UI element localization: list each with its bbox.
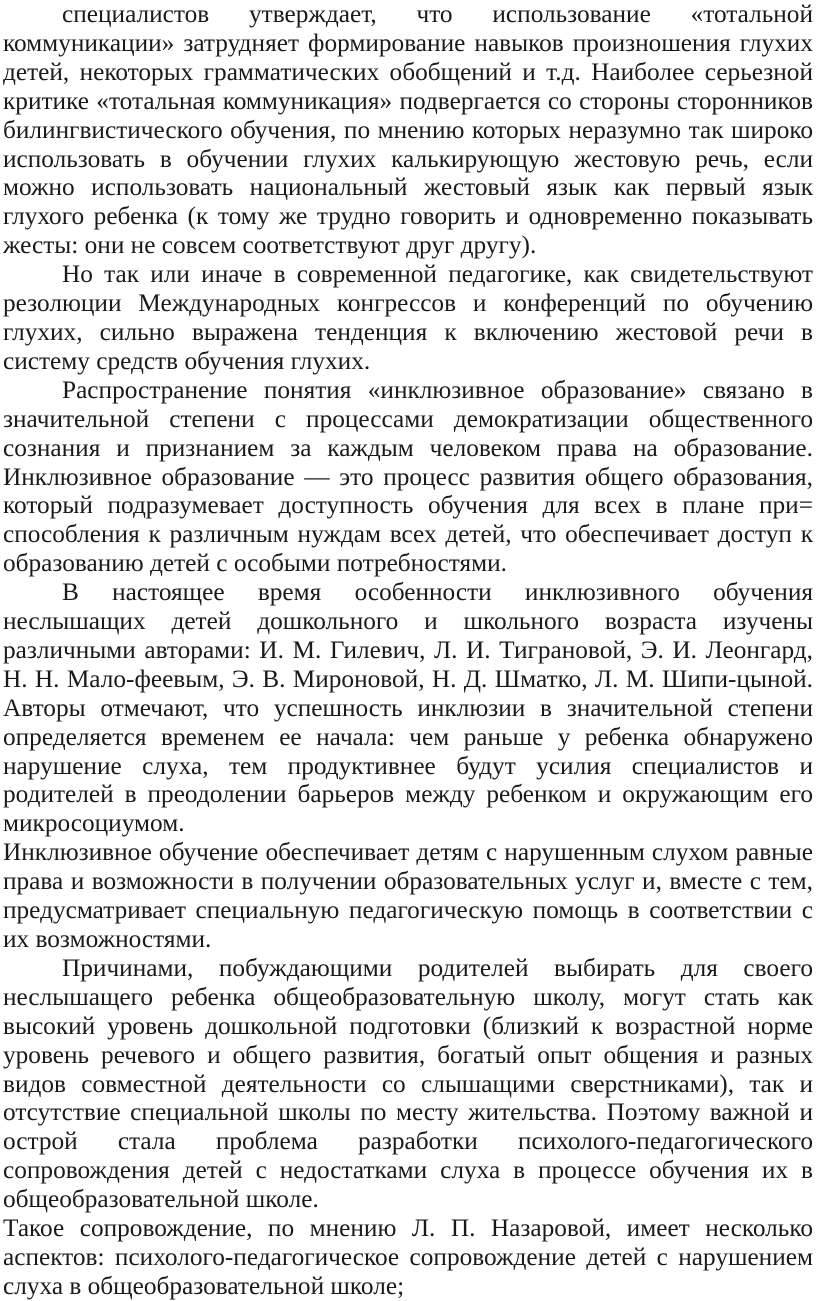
paragraph-inclusive-learning-rights: Инклюзивное обучение обеспечивает детям с нарушенным слухом равные права и возможности в получении образовательных услуг и, вместе с тем, предусматривает специальную педагогическую помощь в соответствии с их возможностями. bbox=[3, 838, 813, 953]
paragraph-school-choice-reasons: Причинами, побуждающими родителей выбирать для своего неслышащего ребенка общеобразовательную школу, могут стать как высокий уровень дошкольной подготовки (близкий к возрастной норме уровень речевого и общего развития, богатый опыт общения и разных видов совместной деятельности со слышащими сверстниками), так и отсутствие специальной школы по месту жительства. Поэтому важной и острой стала проблема разработки психолого-педагогического сопровождения детей с недостатками слуха в процессе обучения их в общеобразовательной школе. bbox=[3, 953, 813, 1214]
paragraph-support-aspects: Такое сопровождение, по мнению Л. П. Назаровой, имеет несколько аспектов: психолого-педагогическое сопровождение детей с нарушением слуха в общеобразовательной школе; bbox=[3, 1214, 813, 1300]
paragraph-inclusive-education-definition: Распространение понятия «инклюзивное образование» связано в значительной степени с процессами демократизации общественного сознания и признанием за каждым человеком права на образование. Инклюзивное образование — это процесс развития общего образования, который подразумевает доступность обучения для всех в плане при= способления к различным нуждам всех детей, что обеспечивает доступ к образованию детей с особыми потребностями. bbox=[3, 375, 813, 578]
paragraph-sign-language-trend: Но так или иначе в современной педагогике, как свидетельствуют резолюции Международных конгрессов и конференций по обучению глухих, сильно выражена тенденция к включению жестовой речи в систему средств обучения глухих. bbox=[3, 260, 813, 375]
paragraph-inclusion-research-authors: В настоящее время особенности инклюзивного обучения неслышащих детей дошкольного и школьного возраста изучены различными авторами: И. М. Гилевич, Л. И. Тиграновой, Э. И. Леонгард, Н. Н. Мало-феевым, Э. В. Мироновой, Н. Д. Шматко, Л. М. Шипи-цыной. Авторы отмечают, что успешность инклюзии в значительной степени определяется временем ее начала: чем раньше у ребенка обнаружено нарушение слуха, тем продуктивнее будут усилия специалистов и родителей в преодолении барьеров между ребенком и окружающим его микросоциумом. bbox=[3, 578, 813, 838]
document-page bbox=[3, 0, 813, 1301]
paragraph-total-communication-critique: специалистов утверждает, что использование «тотальной коммуникации» затрудняет формирование навыков произношения глухих детей, некоторых грамматических обобщений и т.д. Наиболее серьезной критике «тотальная коммуникация» подвергается со стороны сторонников билингвистического обучения, по мнению которых неразумно так широко использовать в обучении глухих калькирующую жестовую речь, если можно использовать национальный жестовый язык как первый язык глухого ребенка (к тому же трудно говорить и одновременно показывать жесты: они не совсем соответствуют друг другу). bbox=[3, 0, 813, 260]
